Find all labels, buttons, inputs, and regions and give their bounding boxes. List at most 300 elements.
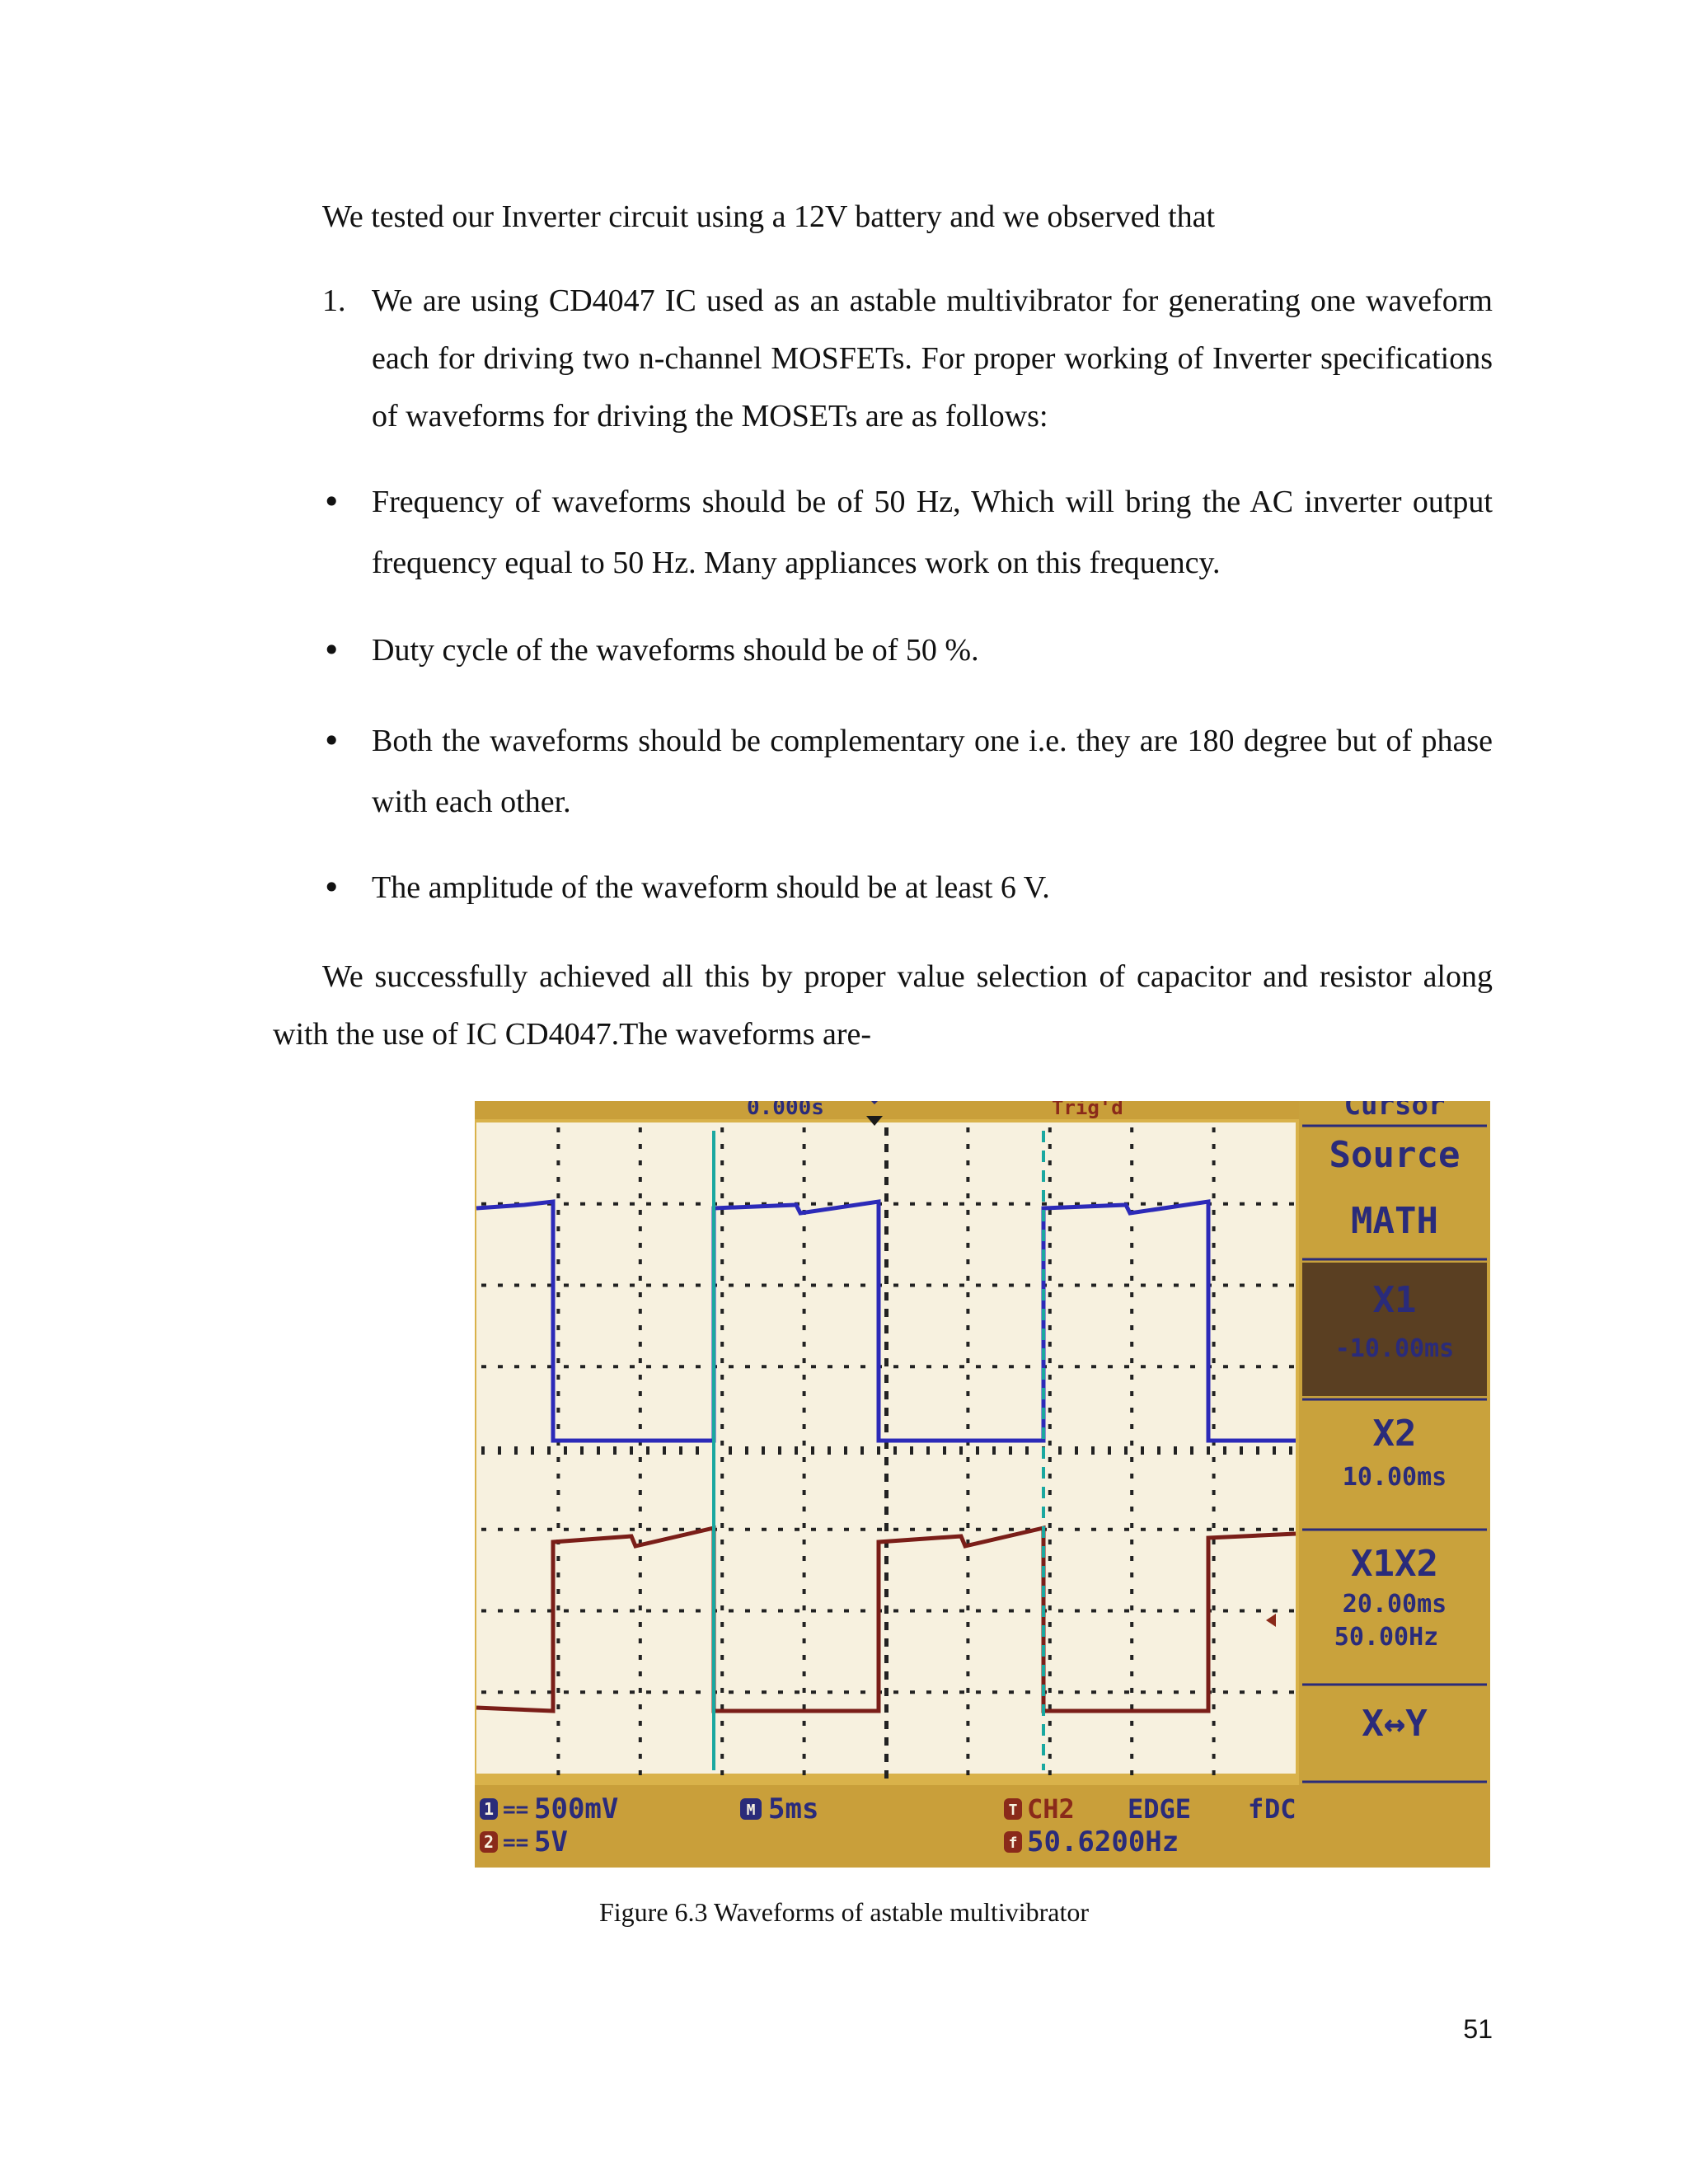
grid-dot — [778, 1528, 783, 1531]
grid-dot — [639, 1721, 642, 1726]
grid-dot — [514, 1284, 519, 1287]
grid-dot — [1048, 1622, 1052, 1627]
grid-dot — [639, 1523, 642, 1528]
grid-dot — [1273, 1365, 1278, 1368]
grid-dot — [844, 1528, 849, 1531]
grid-dot — [720, 1358, 724, 1363]
grid-dot — [1042, 1202, 1047, 1206]
grid-dot — [514, 1610, 519, 1613]
grid-dot — [803, 1259, 806, 1264]
grid-dot — [959, 1365, 964, 1368]
grid-dot — [884, 1408, 889, 1416]
grid-dot — [720, 1754, 724, 1759]
grid-dot — [966, 1210, 969, 1215]
grid-dot — [696, 1365, 701, 1368]
grid-dot — [811, 1528, 816, 1531]
ch1-scale: 500mV — [534, 1793, 619, 1825]
oscilloscope-screenshot — [475, 1101, 1490, 1868]
grid-dot — [1256, 1690, 1261, 1694]
figure-caption: Figure 6.3 Waveforms of astable multivibrator — [598, 1897, 1090, 1927]
grid-dot — [1256, 1284, 1261, 1287]
grid-dot — [966, 1226, 969, 1231]
grid-dot — [1212, 1556, 1216, 1561]
grid-dot — [630, 1365, 635, 1368]
grid-dot — [663, 1610, 668, 1613]
grid-dot — [1273, 1202, 1278, 1206]
grid-dot — [1212, 1210, 1216, 1215]
grid-dot — [803, 1671, 806, 1676]
grid-dot — [531, 1528, 536, 1531]
trigger-type: EDGE — [1128, 1793, 1192, 1825]
grid-dot — [639, 1474, 642, 1479]
grid-dot — [811, 1365, 816, 1368]
grid-dot — [1048, 1375, 1052, 1380]
ch1-marker-icon: 1 — [483, 1799, 495, 1819]
grid-dot — [803, 1474, 806, 1479]
grid-dot — [1025, 1202, 1030, 1206]
grid-dot — [1240, 1690, 1245, 1694]
grid-dot — [720, 1622, 724, 1627]
grid-dot — [1240, 1528, 1245, 1531]
menu-title: Cursor — [1343, 1101, 1446, 1122]
grid-dot — [1048, 1655, 1052, 1660]
menu-x1x2-label: X1X2 — [1351, 1543, 1438, 1585]
grid-dot — [803, 1622, 806, 1627]
grid-dot — [976, 1365, 981, 1368]
grid-dot — [762, 1528, 767, 1531]
grid-dot — [943, 1446, 946, 1455]
grid-dot — [720, 1309, 724, 1314]
grid-dot — [720, 1408, 724, 1413]
grid-dot — [844, 1690, 849, 1694]
grid-dot — [1223, 1365, 1228, 1368]
grid-dot — [966, 1342, 969, 1347]
grid-dot — [884, 1276, 889, 1284]
grid-dot — [597, 1610, 602, 1613]
grid-dot — [531, 1610, 536, 1613]
grid-dot — [1212, 1770, 1216, 1775]
grid-dot — [811, 1202, 816, 1206]
menu-xy-label: X↔Y — [1362, 1703, 1428, 1745]
grid-dot — [762, 1365, 767, 1368]
grid-dot — [646, 1202, 651, 1206]
grid-dot — [1048, 1193, 1052, 1198]
grid-dot — [959, 1690, 964, 1694]
grid-dot — [1009, 1202, 1014, 1206]
grid-dot — [729, 1446, 732, 1455]
grid-dot — [1058, 1446, 1062, 1455]
grid-dot — [1009, 1365, 1014, 1368]
grid-dot — [1091, 1610, 1096, 1613]
grid-dot — [1048, 1292, 1052, 1297]
grid-dot — [884, 1375, 889, 1383]
grid-dot — [966, 1127, 969, 1132]
grid-dot — [630, 1690, 635, 1694]
grid-dot — [1130, 1226, 1133, 1231]
trigger-frequency: 50.6200Hz — [1027, 1825, 1179, 1858]
grid-dot — [992, 1528, 997, 1531]
grid-dot — [556, 1276, 560, 1281]
grid-dot — [481, 1528, 486, 1531]
grid-dot — [498, 1284, 503, 1287]
grid-dot — [877, 1528, 882, 1531]
grid-dot — [1130, 1605, 1133, 1610]
grid-dot — [959, 1528, 964, 1531]
grid-dot — [884, 1424, 889, 1432]
grid-dot — [1048, 1605, 1052, 1610]
grid-dot — [803, 1572, 806, 1577]
grid-dot — [1108, 1365, 1113, 1368]
grid-dot — [679, 1610, 684, 1613]
grid-dot — [1009, 1690, 1014, 1694]
grid-dot — [556, 1144, 560, 1149]
grid-dot — [884, 1704, 889, 1713]
menu-x2-label: X2 — [1372, 1413, 1417, 1455]
grid-dot — [531, 1365, 536, 1368]
grid-dot — [992, 1365, 997, 1368]
grid-dot — [803, 1507, 806, 1511]
grid-dot — [884, 1243, 889, 1251]
grid-dot — [1124, 1365, 1129, 1368]
grid-dot — [556, 1737, 560, 1742]
grid-dot — [1212, 1408, 1216, 1413]
grid-dot — [720, 1490, 724, 1495]
grid-dot — [1108, 1284, 1113, 1287]
grid-dot — [893, 1690, 898, 1694]
grid-dot — [910, 1610, 915, 1613]
coupling-icon: f — [1248, 1793, 1264, 1825]
grid-dot — [1130, 1754, 1133, 1759]
grid-dot — [1289, 1202, 1294, 1206]
grid-dot — [976, 1284, 981, 1287]
grid-dot — [884, 1127, 889, 1136]
grid-dot — [1130, 1276, 1133, 1281]
grid-dot — [1130, 1160, 1133, 1165]
grid-dot — [1157, 1365, 1162, 1368]
grid-dot — [1130, 1523, 1133, 1528]
grid-dot — [910, 1365, 915, 1368]
grid-dot — [531, 1446, 534, 1455]
grid-dot — [531, 1690, 536, 1694]
grid-dot — [966, 1572, 969, 1577]
grid-dot — [966, 1177, 969, 1182]
grid-dot — [1130, 1309, 1133, 1314]
grid-dot — [803, 1292, 806, 1297]
timebase: 5ms — [768, 1793, 819, 1825]
grid-dot — [778, 1446, 781, 1455]
grid-dot — [556, 1177, 560, 1182]
grid-dot — [646, 1365, 651, 1368]
ch2-marker-icon: 2 — [483, 1832, 495, 1852]
grid-dot — [1190, 1528, 1195, 1531]
status-bar — [475, 1785, 1490, 1868]
grid-dot — [762, 1690, 767, 1694]
grid-dot — [1048, 1160, 1052, 1165]
grid-dot — [720, 1671, 724, 1676]
grid-dot — [597, 1528, 602, 1531]
grid-dot — [1048, 1325, 1052, 1330]
grid-dot — [1124, 1446, 1128, 1455]
grid-dot — [1130, 1259, 1133, 1264]
grid-dot — [556, 1638, 560, 1643]
grid-dot — [556, 1754, 560, 1759]
grid-dot — [803, 1457, 806, 1462]
grid-dot — [1212, 1144, 1216, 1149]
grid-dot — [893, 1528, 898, 1531]
grid-dot — [556, 1408, 560, 1413]
grid-dot — [1141, 1365, 1146, 1368]
grid-dot — [556, 1309, 560, 1314]
grid-dot — [729, 1528, 734, 1531]
grid-dot — [811, 1610, 816, 1613]
grid-dot — [966, 1457, 969, 1462]
grid-dot — [1223, 1690, 1228, 1694]
grid-dot — [884, 1210, 889, 1218]
grid-dot — [1256, 1446, 1259, 1455]
grid-dot — [966, 1309, 969, 1314]
grid-dot — [481, 1446, 485, 1455]
grid-dot — [1058, 1284, 1063, 1287]
grid-dot — [1075, 1446, 1078, 1455]
menu-x1-label: X1 — [1372, 1279, 1417, 1321]
svg-text:==: == — [503, 1830, 529, 1855]
grid-dot — [1240, 1284, 1245, 1287]
grid-dot — [1212, 1358, 1216, 1363]
grid-dot — [720, 1391, 724, 1396]
grid-dot — [992, 1202, 997, 1206]
grid-dot — [884, 1754, 889, 1762]
grid-dot — [1212, 1655, 1216, 1660]
grid-dot — [1157, 1528, 1162, 1531]
grid-dot — [597, 1690, 602, 1694]
grid-dot — [1048, 1259, 1052, 1264]
grid-dot — [884, 1638, 889, 1647]
grid-dot — [564, 1446, 567, 1455]
grid-dot — [976, 1446, 979, 1455]
grid-dot — [966, 1605, 969, 1610]
grid-dot — [663, 1202, 668, 1206]
grid-dot — [556, 1292, 560, 1297]
grid-dot — [580, 1365, 585, 1368]
grid-dot — [514, 1365, 519, 1368]
grid-dot — [556, 1226, 560, 1231]
grid-dot — [884, 1688, 889, 1696]
grid-dot — [976, 1202, 981, 1206]
grid-dot — [1048, 1309, 1052, 1314]
grid-dot — [1048, 1490, 1052, 1495]
top-time-readout: 0.000s — [747, 1101, 824, 1120]
grid-dot — [1048, 1177, 1052, 1182]
grid-dot — [1212, 1309, 1216, 1314]
grid-dot — [1212, 1523, 1216, 1528]
grid-dot — [564, 1690, 569, 1694]
bullet-icon: • — [322, 484, 341, 520]
grid-dot — [1058, 1202, 1063, 1206]
grid-dot — [639, 1342, 642, 1347]
grid-dot — [966, 1638, 969, 1643]
grid-dot — [720, 1589, 724, 1594]
grid-dot — [1130, 1424, 1133, 1429]
grid-dot — [1174, 1690, 1179, 1694]
grid-dot — [884, 1160, 889, 1169]
grid-dot — [943, 1610, 948, 1613]
grid-dot — [679, 1365, 684, 1368]
grid-dot — [556, 1391, 560, 1396]
grid-dot — [1223, 1446, 1226, 1455]
grid-dot — [1207, 1446, 1210, 1455]
grid-dot — [679, 1690, 684, 1694]
grid-dot — [720, 1127, 724, 1132]
grid-dot — [884, 1177, 889, 1185]
grid-dot — [1130, 1721, 1133, 1726]
grid-dot — [778, 1284, 783, 1287]
grid-dot — [959, 1446, 963, 1455]
grid-dot — [1048, 1408, 1052, 1413]
grid-dot — [564, 1610, 569, 1613]
grid-dot — [884, 1193, 889, 1202]
grid-dot — [966, 1276, 969, 1281]
grid-dot — [1130, 1572, 1133, 1577]
grid-dot — [1256, 1610, 1261, 1613]
menu-source-label: Source — [1329, 1134, 1461, 1176]
grid-dot — [884, 1770, 889, 1779]
bullet-text: The amplitude of the waveform should be at least 6 V. — [372, 870, 1050, 905]
grid-dot — [597, 1365, 602, 1368]
grid-dot — [639, 1457, 642, 1462]
grid-dot — [1240, 1365, 1245, 1368]
grid-dot — [976, 1690, 981, 1694]
grid-dot — [547, 1446, 551, 1455]
grid-dot — [860, 1365, 865, 1368]
grid-dot — [1009, 1284, 1014, 1287]
grid-dot — [762, 1446, 765, 1455]
grid-dot — [976, 1610, 981, 1613]
grid-dot — [992, 1446, 996, 1455]
grid-dot — [613, 1690, 618, 1694]
bullet-text: Frequency of waveforms should be of 50 Hz, Which will bring the AC inverter output frequency equal to 50 Hz. Many appliances work on this frequency. — [372, 485, 1493, 580]
coupling: DC — [1264, 1793, 1296, 1825]
grid-dot — [720, 1655, 724, 1660]
grid-dot — [580, 1202, 585, 1206]
grid-dot — [720, 1457, 724, 1462]
grid-dot — [720, 1704, 724, 1709]
grid-dot — [910, 1284, 915, 1287]
grid-dot — [1048, 1144, 1052, 1149]
grid-dot — [720, 1474, 724, 1479]
grid-dot — [910, 1528, 915, 1531]
grid-dot — [720, 1292, 724, 1297]
grid-dot — [745, 1690, 750, 1694]
grid-dot — [1212, 1754, 1216, 1759]
grid-dot — [943, 1284, 948, 1287]
grid-dot — [556, 1375, 560, 1380]
grid-dot — [1190, 1365, 1195, 1368]
grid-dot — [1289, 1528, 1294, 1531]
grid-dot — [884, 1474, 889, 1482]
grid-dot — [828, 1690, 832, 1694]
grid-dot — [1130, 1127, 1133, 1132]
grid-dot — [639, 1177, 642, 1182]
grid-dot — [556, 1622, 560, 1627]
grid-dot — [860, 1528, 865, 1531]
grid-dot — [1130, 1474, 1133, 1479]
grid-dot — [1009, 1446, 1012, 1455]
grid-dot — [910, 1690, 915, 1694]
grid-dot — [556, 1507, 560, 1511]
grid-dot — [729, 1284, 734, 1287]
grid-dot — [893, 1365, 898, 1368]
grid-dot — [803, 1754, 806, 1759]
grid-dot — [1048, 1572, 1052, 1577]
grid-dot — [481, 1202, 486, 1206]
grid-dot — [966, 1243, 969, 1248]
grid-dot — [1048, 1671, 1052, 1676]
grid-dot — [1130, 1737, 1133, 1742]
grid-dot — [729, 1690, 734, 1694]
grid-dot — [564, 1528, 569, 1531]
grid-dot — [696, 1202, 701, 1206]
grid-dot — [966, 1408, 969, 1413]
grid-dot — [639, 1309, 642, 1314]
grid-dot — [639, 1671, 642, 1676]
menu-xy-button[interactable] — [1362, 1703, 1428, 1745]
grid-dot — [745, 1284, 750, 1287]
grid-dot — [514, 1690, 519, 1694]
grid-dot — [663, 1690, 668, 1694]
grid-dot — [639, 1605, 642, 1610]
grid-dot — [1025, 1365, 1030, 1368]
grid-dot — [720, 1688, 724, 1693]
grid-dot — [884, 1358, 889, 1366]
grid-dot — [613, 1284, 618, 1287]
grid-dot — [884, 1721, 889, 1729]
grid-dot — [966, 1770, 969, 1775]
grid-dot — [803, 1638, 806, 1643]
grid-dot — [720, 1193, 724, 1198]
grid-dot — [1048, 1210, 1052, 1215]
menu-x1-button[interactable] — [1302, 1263, 1487, 1396]
grid-dot — [1075, 1284, 1080, 1287]
grid-dot — [1130, 1177, 1133, 1182]
grid-dot — [860, 1690, 865, 1694]
grid-dot — [803, 1490, 806, 1495]
grid-dot — [1091, 1528, 1096, 1531]
grid-dot — [803, 1391, 806, 1396]
grid-dot — [663, 1446, 666, 1455]
grid-dot — [1212, 1243, 1216, 1248]
grid-dot — [803, 1325, 806, 1330]
grid-dot — [580, 1284, 585, 1287]
grid-dot — [884, 1292, 889, 1301]
grid-dot — [556, 1474, 560, 1479]
grid-dot — [1212, 1160, 1216, 1165]
grid-dot — [1130, 1342, 1133, 1347]
grid-dot — [613, 1365, 618, 1368]
grid-dot — [1223, 1202, 1228, 1206]
grid-dot — [1190, 1690, 1195, 1694]
grid-dot — [926, 1610, 931, 1613]
grid-dot — [803, 1556, 806, 1561]
grid-dot — [811, 1284, 816, 1287]
grid-dot — [639, 1556, 642, 1561]
grid-dot — [959, 1610, 964, 1613]
grid-dot — [1212, 1292, 1216, 1297]
grid-dot — [1212, 1490, 1216, 1495]
grid-dot — [1174, 1528, 1179, 1531]
grid-dot — [1157, 1202, 1162, 1206]
grid-dot — [1048, 1391, 1052, 1396]
grid-dot — [795, 1365, 799, 1368]
